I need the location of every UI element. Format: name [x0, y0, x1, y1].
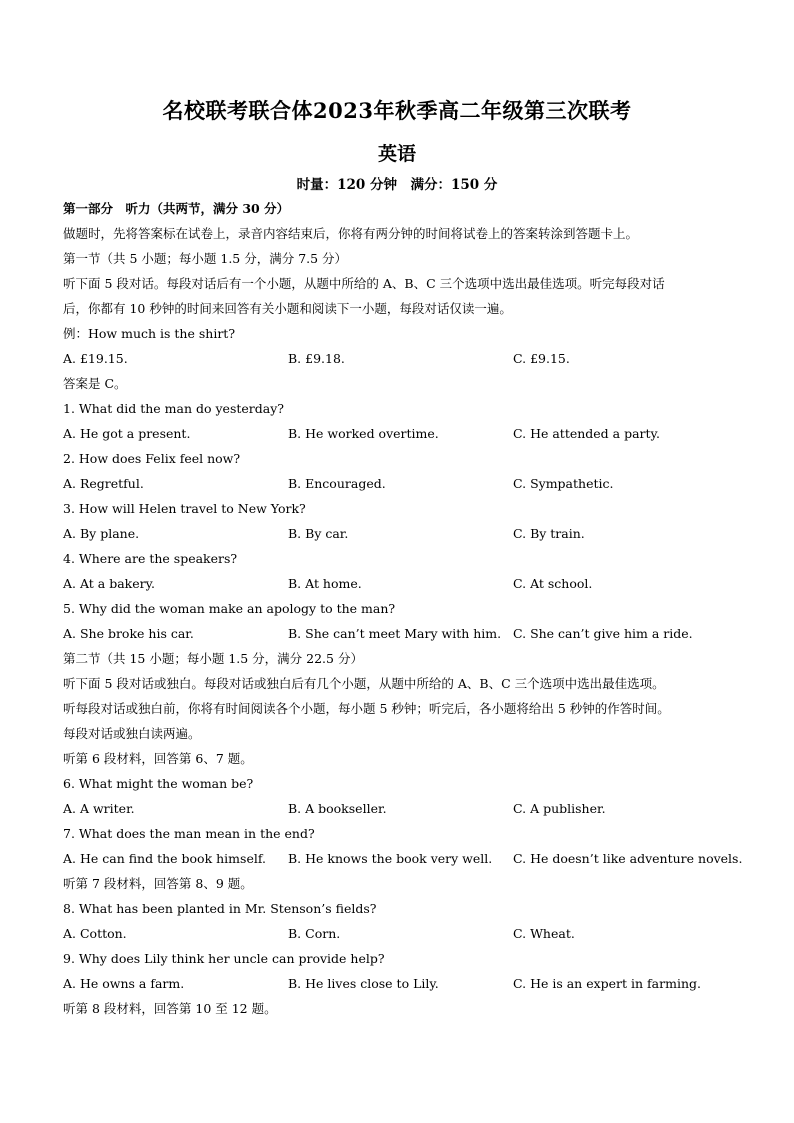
- option-c: C. A publisher.: [513, 801, 606, 816]
- option-c: C. By train.: [513, 526, 585, 541]
- option-b: B. He lives close to Lily.: [288, 976, 439, 991]
- example-question: 例：How much is the shirt?: [63, 326, 236, 341]
- section1-intro-line: 后，你都有 10 秒钟的时间来回答有关小题和阅读下一小题，每段对话仅读一遍。: [63, 301, 512, 316]
- option-b: B. She can’t meet Mary with him.: [288, 626, 502, 641]
- option-c: C. He attended a party.: [513, 426, 660, 441]
- material-heading: 听第 6 段材料，回答第 6、7 题。: [63, 751, 253, 766]
- option-c: C. He doesn’t like adventure novels.: [513, 851, 743, 866]
- subject-title: 英语: [377, 143, 416, 165]
- section2-intro-line: 听下面 5 段对话或独白。每段对话或独白后有几个小题，从题中所给的 A、B、C 三个选项中选出最佳选项。: [63, 676, 665, 691]
- example-answer: 答案是 C。: [63, 376, 127, 391]
- section1-heading: 第一节（共 5 小题；每小题 1.5 分，满分 7.5 分）: [63, 251, 348, 266]
- part1-heading: 第一部分 听力（共两节，满分 30 分）: [63, 201, 290, 216]
- option-a: A. A writer.: [63, 801, 135, 816]
- example-options: [63, 346, 743, 371]
- question-options: [63, 621, 743, 646]
- option-b: B. Encouraged.: [288, 476, 386, 491]
- option-a: A. He can find the book himself.: [63, 851, 266, 866]
- question-options: [63, 846, 743, 871]
- general-instructions: 做题时，先将答案标在试卷上，录音内容结束后，你将有两分钟的时间将试卷上的答案转涂到答题卡上。: [63, 226, 639, 241]
- question-text: 2. How does Felix feel now?: [63, 451, 241, 466]
- material-heading: 听第 8 段材料，回答第 10 至 12 题。: [63, 1001, 277, 1016]
- section1-intro-line: 听下面 5 段对话。每段对话后有一个小题，从题中所给的 A、B、C 三个选项中选出最佳选项。听完每段对话: [63, 276, 665, 291]
- question-text: 4. Where are the speakers?: [63, 551, 238, 566]
- question-text: 5. Why did the woman make an apology to the man?: [63, 601, 396, 616]
- option-a: A. £19.15.: [63, 351, 128, 366]
- question-options: [63, 921, 743, 946]
- exam-body: [63, 196, 743, 1021]
- option-c: C. Sympathetic.: [513, 476, 614, 491]
- question-text: 3. How will Helen travel to New York?: [63, 501, 306, 516]
- option-a: A. By plane.: [63, 526, 140, 541]
- section2-heading: 第二节（共 15 小题；每小题 1.5 分，满分 22.5 分）: [63, 651, 363, 666]
- option-b: B. Corn.: [288, 926, 341, 941]
- section2-intro-line: 每段对话或独白读两遍。: [63, 726, 201, 741]
- option-a: A. Regretful.: [63, 476, 144, 491]
- option-a: A. Cotton.: [63, 926, 127, 941]
- option-c: C. Wheat.: [513, 926, 575, 941]
- option-b: B. A bookseller.: [288, 801, 387, 816]
- section2-intro-line: 听每段对话或独白前，你将有时间阅读各个小题，每小题 5 秒钟；听完后，各小题将给出 5 秒钟的作答时间。: [63, 701, 670, 716]
- question-text: 9. Why does Lily think her uncle can provide help?: [63, 951, 385, 966]
- question-options: [63, 571, 743, 596]
- question-options: [63, 521, 743, 546]
- option-a: A. He owns a farm.: [63, 976, 185, 991]
- option-a: A. She broke his car.: [63, 626, 194, 641]
- question-options: [63, 971, 743, 996]
- option-a: A. He got a present.: [63, 426, 191, 441]
- material-heading: 听第 7 段材料，回答第 8、9 题。: [63, 876, 253, 891]
- option-a: A. At a bakery.: [63, 576, 155, 591]
- exam-title: 名校联考联合体2023年秋季高二年级第三次联考: [162, 98, 632, 123]
- option-c: C. £9.15.: [513, 351, 570, 366]
- question-options: [63, 796, 743, 821]
- question-text: 8. What has been planted in Mr. Stenson’s fields?: [63, 901, 377, 916]
- option-b: B. At home.: [288, 576, 362, 591]
- option-b: B. By car.: [288, 526, 349, 541]
- question-options: [63, 421, 743, 446]
- option-c: C. At school.: [513, 576, 593, 591]
- option-c: C. He is an expert in farming.: [513, 976, 701, 991]
- option-b: B. He worked overtime.: [288, 426, 439, 441]
- option-b: B. He knows the book very well.: [288, 851, 493, 866]
- time-score-info: 时量：120 分钟 满分：150 分: [296, 177, 498, 193]
- question-text: 1. What did the man do yesterday?: [63, 401, 284, 416]
- option-c: C. She can’t give him a ride.: [513, 626, 693, 641]
- question-text: 6. What might the woman be?: [63, 776, 254, 791]
- question-text: 7. What does the man mean in the end?: [63, 826, 315, 841]
- question-options: [63, 471, 743, 496]
- option-b: B. £9.18.: [288, 351, 345, 366]
